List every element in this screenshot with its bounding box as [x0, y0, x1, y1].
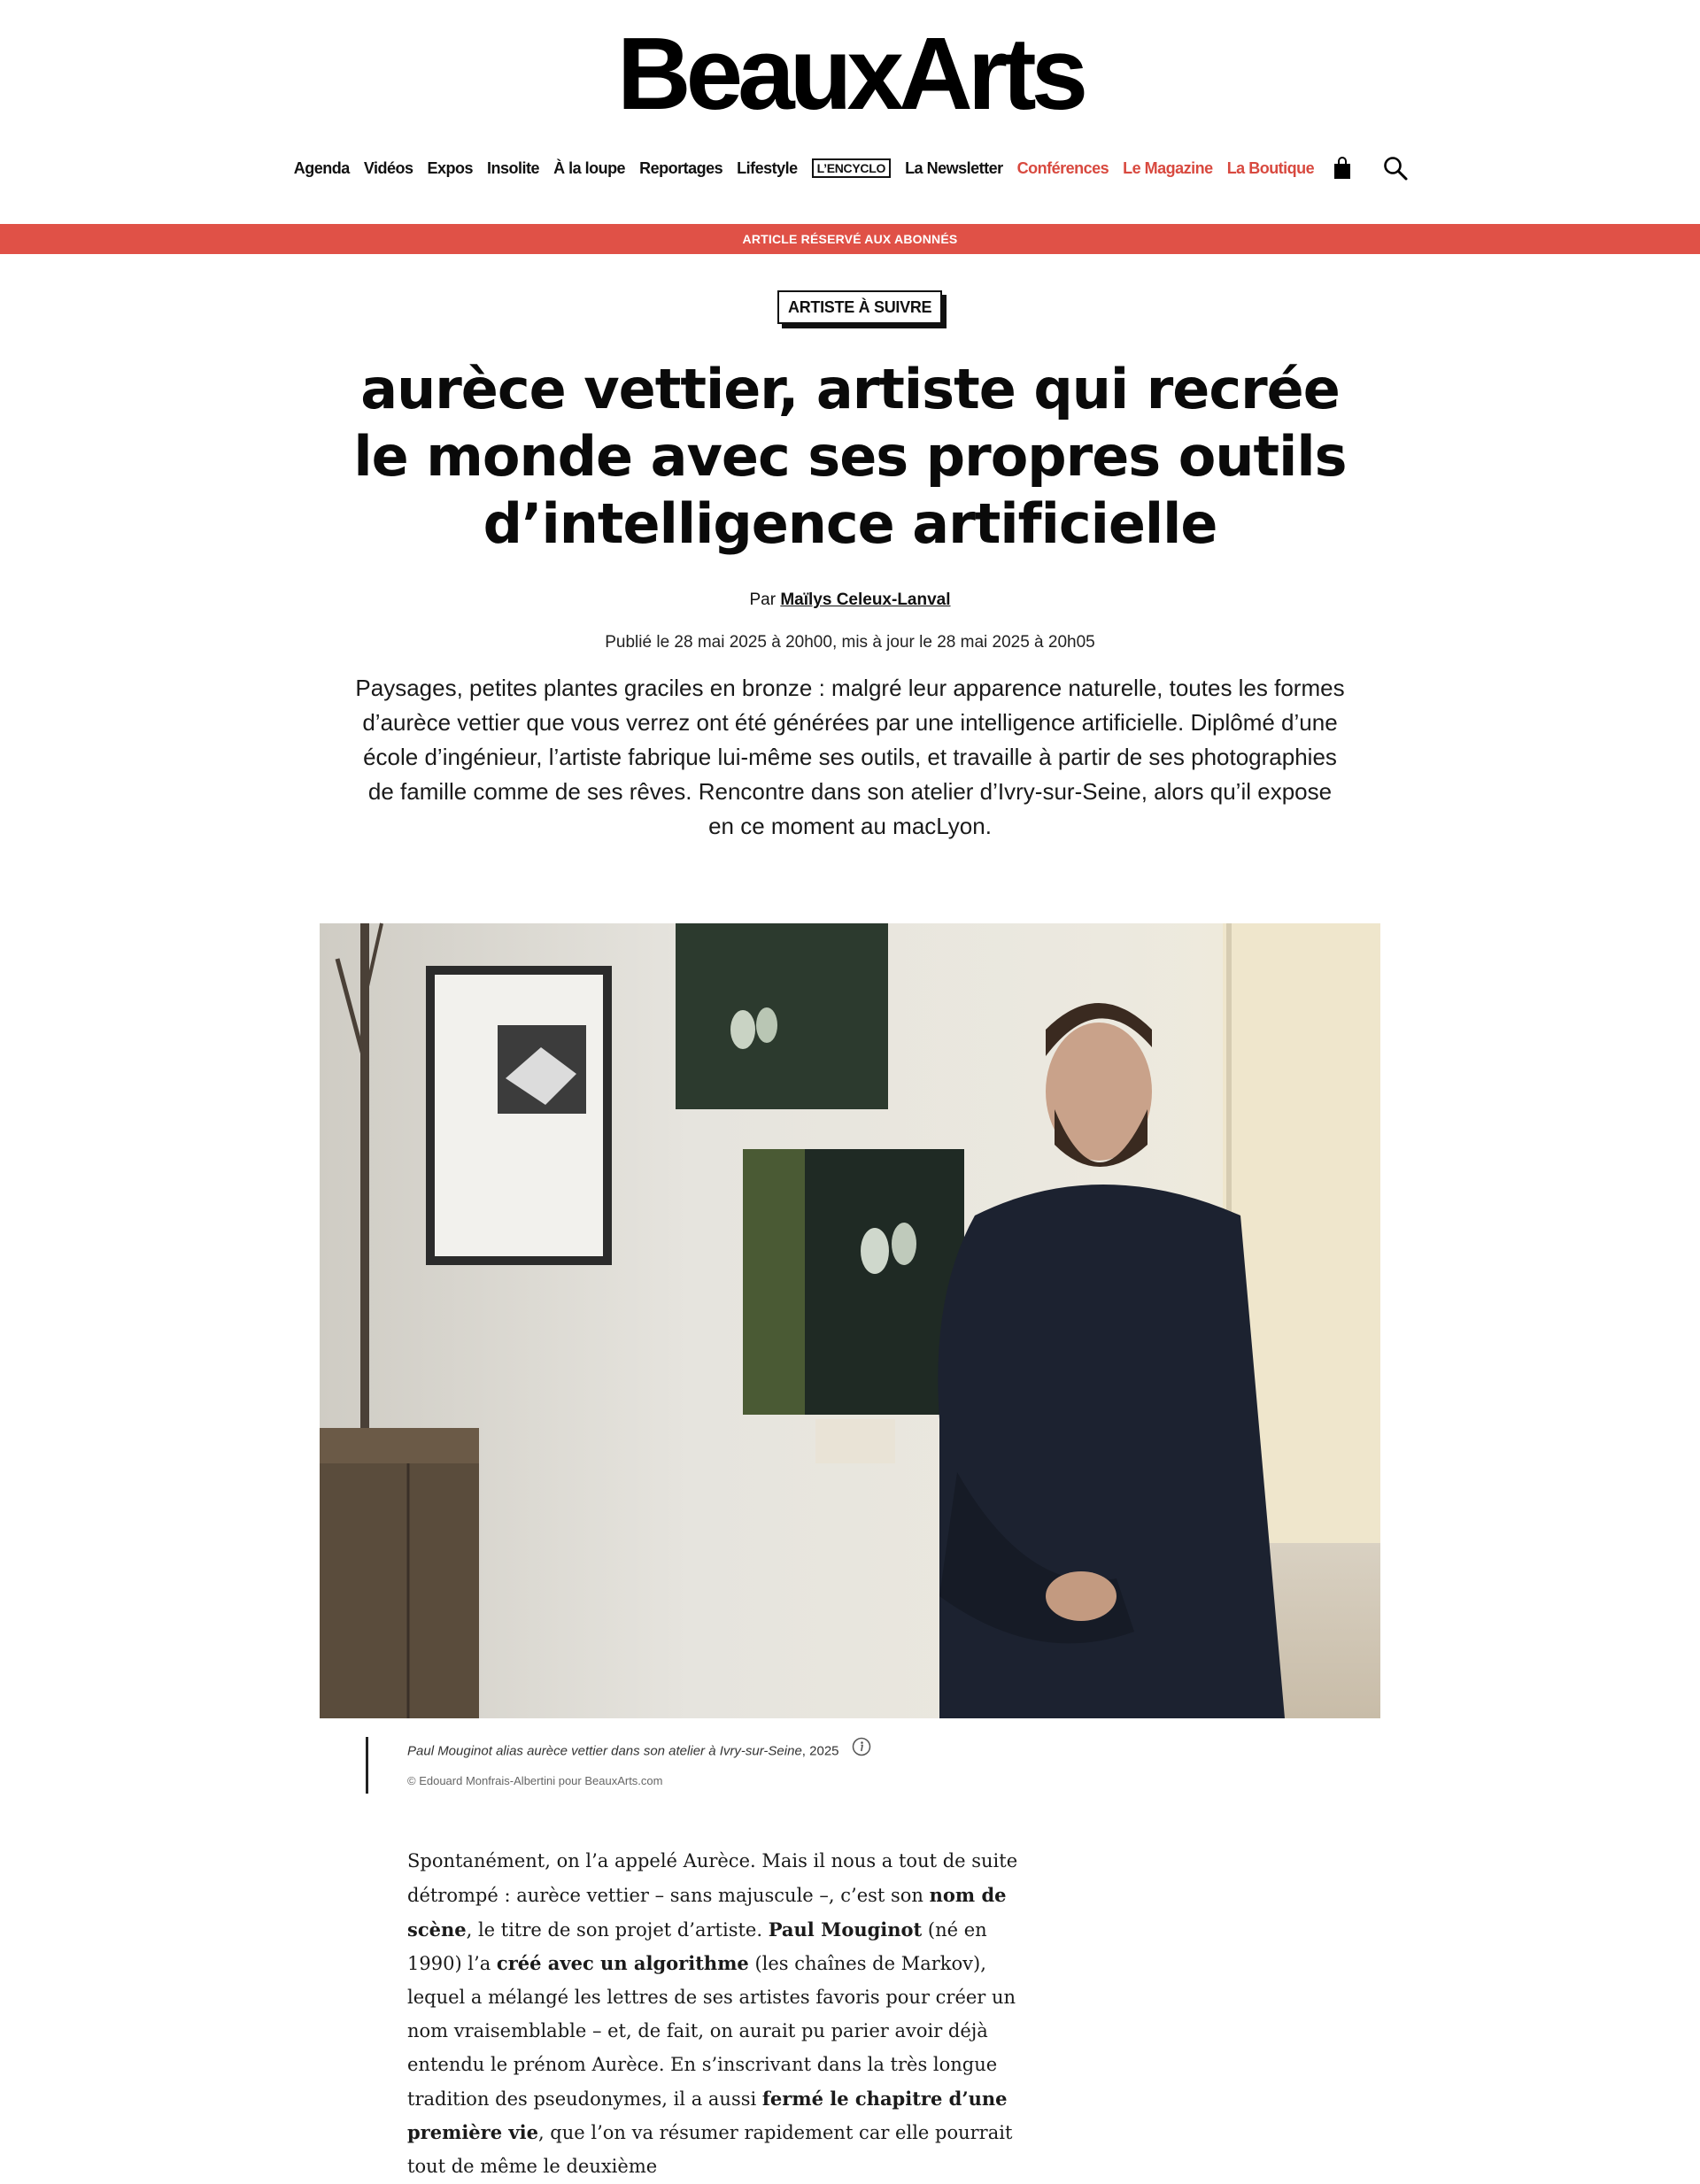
nav-item-conferences[interactable]: Conférences — [1016, 158, 1109, 177]
site-logo[interactable]: BeauxArts — [616, 16, 1084, 131]
category-tag[interactable]: ARTISTE À SUIVRE — [777, 290, 942, 324]
nav-item-encyclo[interactable]: L’ENCYCLO — [812, 158, 891, 178]
subscriber-banner: ARTICLE RÉSERVÉ AUX ABONNÉS — [0, 224, 1700, 254]
nav-item-insolite[interactable]: Insolite — [487, 158, 540, 177]
site-header — [0, 0, 1700, 223]
hero-photo — [320, 923, 1380, 1718]
body-text-1: Spontanément, on l’a appelé Aurèce. Mais il nous a tout de suite détrompé : aurèce vettier – sans majuscule –, c’est son — [407, 1850, 1018, 1906]
nav-item-newsletter[interactable]: La Newsletter — [905, 158, 1003, 177]
nav-item-agenda[interactable]: Agenda — [293, 158, 350, 177]
body-bold-2: Paul Mouginot — [768, 1918, 923, 1941]
body-bold-1: nom de scène — [407, 1883, 1007, 1941]
search-icon[interactable] — [1383, 156, 1408, 181]
body-text-2: , le titre de son projet d’artiste. — [466, 1918, 769, 1941]
article-lede: Paysages, petites plantes graciles en bronze : malgré leur apparence naturelle, toutes les formes d’aurèce vettier que vous verrez ont été générées par une intelligence artificielle. Diplômé d’une école d’ingénieur, l’artiste fabrique lui-même ses outils, et travaille à partir de ses photographies de famille comme de ses rêves. Rencontre dans son atelier d’Ivry-sur-Seine, alors qu’il expose en ce moment au macLyon. — [355, 675, 1345, 839]
nav-item-expos[interactable]: Expos — [427, 158, 474, 177]
nav-item-videos[interactable]: Vidéos — [363, 158, 413, 177]
byline-prefix: Par — [749, 590, 777, 609]
body-text-5: , que l’on va résumer rapidement car elle pourrait tout de même le deuxième — [407, 2122, 1013, 2178]
body-bold-4: fermé le chapitre d’une première vie — [407, 2087, 1008, 2144]
nav-item-boutique[interactable]: La Boutique — [1226, 158, 1315, 177]
caption-text — [407, 1737, 871, 1766]
byline — [0, 590, 1700, 610]
body-text-3: (né en 1990) l’a — [407, 1918, 987, 1975]
artist-studio-photo — [320, 923, 1380, 1718]
caption-year: , 2025 — [801, 1743, 839, 1759]
info-icon[interactable] — [852, 1737, 871, 1766]
photo-caption — [366, 1737, 871, 1794]
main-nav — [0, 156, 1700, 181]
nav-item-reportages[interactable]: Reportages — [639, 158, 723, 177]
nav-item-a-la-loupe[interactable]: À la loupe — [553, 158, 626, 177]
photo-credit: © Edouard Monfrais-Albertini pour BeauxArts.com — [407, 1774, 663, 1787]
author-link[interactable]: Maïlys Celeux-Lanval — [780, 590, 951, 609]
shopping-bag-icon[interactable] — [1333, 157, 1351, 180]
caption-description: Paul Mouginot alias aurèce vettier dans son atelier à Ivry-sur-Seine — [407, 1743, 802, 1759]
article-title: aurèce vettier, artiste qui recrée le monde avec ses propres outils d’intelligence artificielle — [353, 357, 1347, 556]
nav-item-lifestyle[interactable]: Lifestyle — [737, 158, 798, 177]
body-text-4: (les chaînes de Markov), lequel a mélangé les lettres de ses artistes favoris pour créer un nom vraisemblable – et, de fait, on aurait pu parier avoir déjà entendu le prénom Aurèce. En s’inscrivant dans la très longue tradition des pseudonymes, il a aussi — [407, 1953, 1016, 2110]
article-body — [407, 1845, 1027, 2184]
body-bold-3: créé avec un algorithme — [496, 1952, 749, 1975]
publish-date: Publié le 28 mai 2025 à 20h00, mis à jour le 28 mai 2025 à 20h05 — [605, 633, 1095, 652]
nav-item-magazine[interactable]: Le Magazine — [1123, 158, 1213, 177]
